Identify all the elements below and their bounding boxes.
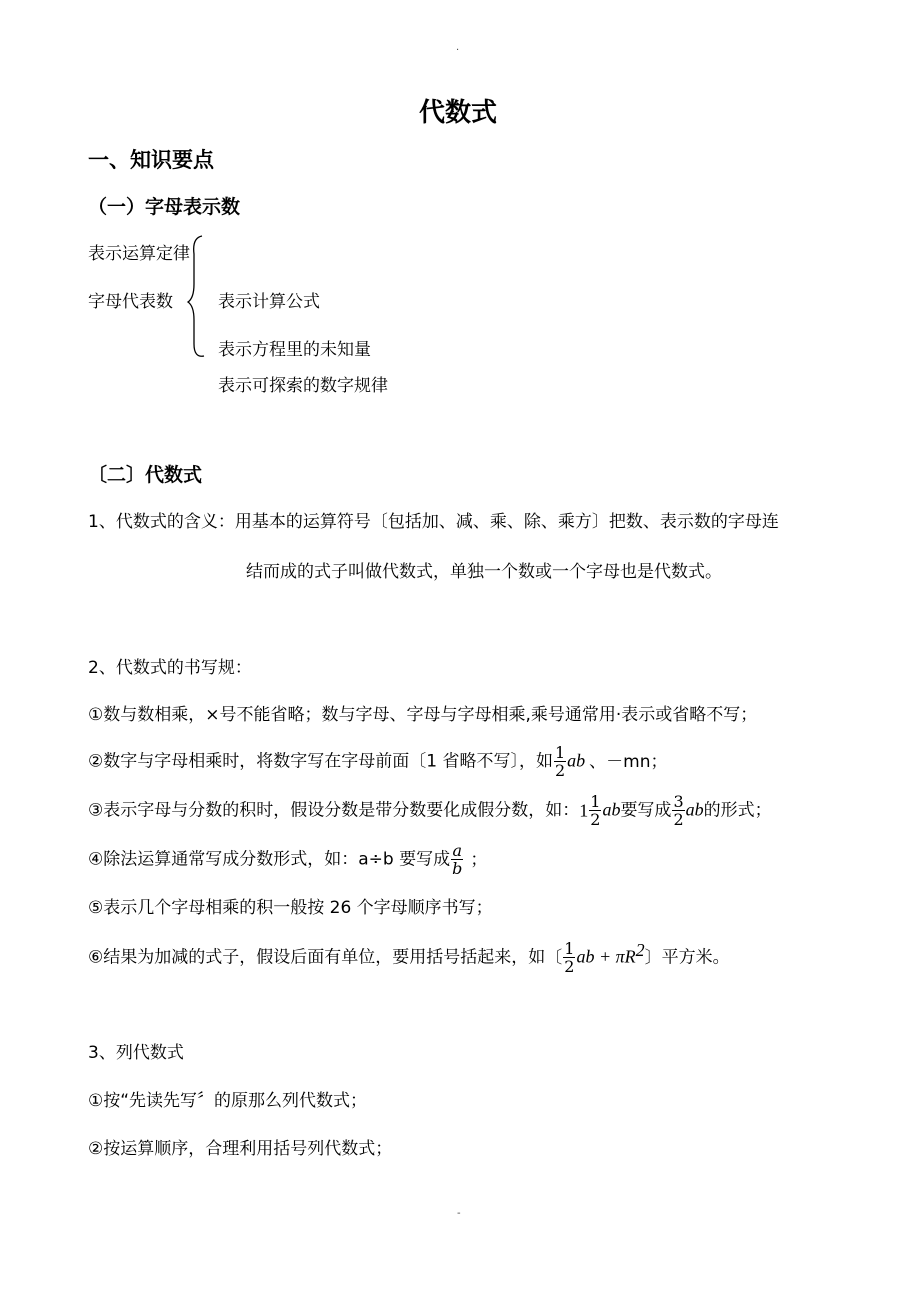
rule-1: ①数与数相乘，×号不能省略；数与字母、字母与字母相乘,乘号通常用·表示或省略不写； xyxy=(88,705,758,725)
footer-dot: - xyxy=(457,1208,461,1219)
rule-2-text: ②数字与字母相乘时，将数字写在字母前面〔1 省略不写〕，如 xyxy=(88,751,553,772)
rule-3-suffix: 的形式； xyxy=(703,800,772,821)
header-dot: . xyxy=(456,42,460,53)
close-paren: 〕 xyxy=(644,947,662,968)
variable-ab: ab xyxy=(567,750,586,771)
brace-root-letter-represents-number: 字母代表数 xyxy=(88,292,173,312)
exponent-two: 2 xyxy=(635,940,645,960)
variable-ab: ab xyxy=(685,799,704,820)
brace-item-pattern: 表示可探索的数字规律 xyxy=(218,376,388,396)
open-paren: 〔 xyxy=(545,947,563,968)
section-heading-knowledge: 一、知识要点 xyxy=(88,148,214,172)
subsection-heading-letters: （一）字母表示数 xyxy=(88,196,241,218)
rule-4-text: ④除法运算通常写成分数形式，如：a÷b 要写成 xyxy=(88,849,451,870)
rule-6-suffix: 平方米。 xyxy=(661,947,730,968)
fraction-three-halves: $\frac{3}{2}$ xyxy=(673,792,684,829)
definition-line-1: 1、代数式的含义：用基本的运算符号〔包括加、减、乘、除、乘方〕把数、表示数的字母连 xyxy=(88,512,779,532)
rule-3-text: ③表示字母与分数的积时，假设分数是带分数要化成假分数，如： xyxy=(88,800,580,821)
brace-item-formula: 表示计算公式 xyxy=(218,292,320,312)
rule-3 xyxy=(88,793,772,828)
mixed-number-whole: 1 xyxy=(579,800,589,821)
brace-item-operation-law: 表示运算定律 xyxy=(88,244,190,264)
list-expression-item-1: ①按“先读先写〞的原那么列代数式； xyxy=(88,1091,368,1111)
rule-2 xyxy=(88,744,668,779)
rule-2-suffix: 、－mn； xyxy=(589,751,668,772)
rule-5: ⑤表示几个字母相乘的积一般按 26 个字母顺序书写； xyxy=(88,898,493,918)
rule-4 xyxy=(88,842,487,877)
subsection-heading-algebraic-expression: 〔二〕代数式 xyxy=(88,464,203,486)
fraction-one-half: $\frac{1}{2}$ xyxy=(590,792,601,829)
fraction-a-over-b: $\frac{a}{b}$ xyxy=(452,841,463,878)
rule-3-mid: 要写成 xyxy=(620,800,672,821)
writing-rules-heading: 2、代数式的书写规： xyxy=(88,658,252,678)
rule-4-suffix: ； xyxy=(470,849,488,870)
expression-ab-plus-pi-r-squared: ab + πR xyxy=(576,946,636,967)
fraction-one-half: $\frac{1}{2}$ xyxy=(564,939,575,977)
brace-item-unknown: 表示方程里的未知量 xyxy=(218,340,371,360)
rule-6-text: ⑥结果为加减的式子，假设后面有单位，要用括号括起来，如 xyxy=(88,947,546,968)
rule-6 xyxy=(88,938,730,975)
list-expression-item-2: ②按运算顺序，合理利用括号列代数式； xyxy=(88,1139,393,1159)
page-title: 代数式 xyxy=(419,98,498,128)
definition-line-2: 结而成的式子叫做代数式，单独一个数或一个字母也是代数式。 xyxy=(246,562,722,582)
list-expression-heading: 3、列代数式 xyxy=(88,1043,184,1063)
curly-brace-icon xyxy=(186,232,216,362)
variable-ab: ab xyxy=(602,799,621,820)
fraction-one-half: $\frac{1}{2}$ xyxy=(554,743,566,780)
